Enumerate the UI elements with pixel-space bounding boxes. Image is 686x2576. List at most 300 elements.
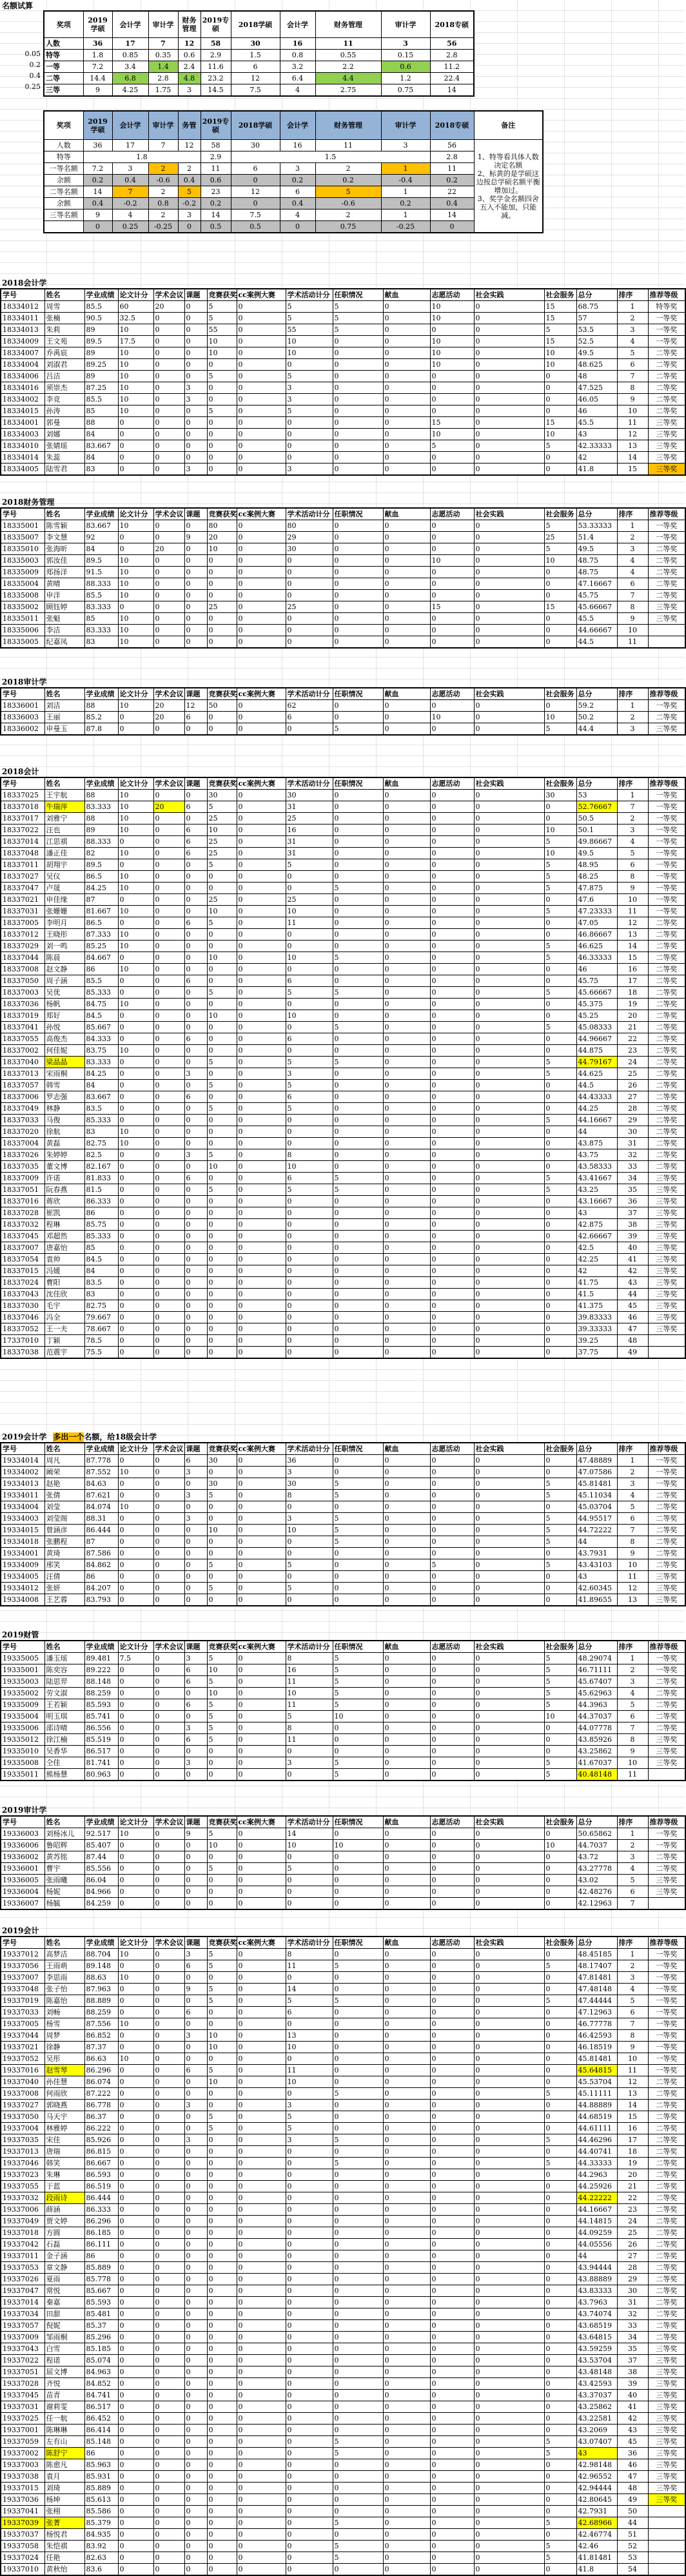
score-cell[interactable]: 5 <box>286 313 333 324</box>
student-id-cell[interactable]: 18337004 <box>1 1138 44 1149</box>
score-cell[interactable]: 0 <box>474 1972 544 1984</box>
score-cell[interactable]: 86.074 <box>84 2076 118 2088</box>
award-level-cell[interactable]: 一等奖 <box>648 1467 685 1478</box>
score-cell[interactable]: 10 <box>207 543 237 555</box>
score-cell[interactable]: 0 <box>286 2250 333 2262</box>
score-cell[interactable]: 0 <box>184 324 207 336</box>
score-cell[interactable]: 0 <box>333 601 383 613</box>
score-cell[interactable]: 0 <box>333 859 383 871</box>
total-score-cell[interactable]: 43.22581 <box>576 2413 617 2425</box>
student-name-cell[interactable]: 秦嘉 <box>44 2297 84 2308</box>
score-cell[interactable]: 0 <box>237 2390 286 2401</box>
score-cell[interactable]: 15 <box>544 336 576 347</box>
quota-final-cell[interactable]: -0.25 <box>381 221 430 233</box>
award-level-cell[interactable]: 二等奖 <box>648 1548 685 1559</box>
section-title-sj2019[interactable]: 2019审计学 <box>2 1806 47 1815</box>
student-name-cell[interactable]: 杨雪 <box>44 2018 84 2030</box>
score-cell[interactable]: 0 <box>153 1103 184 1115</box>
score-cell[interactable]: 0 <box>237 2343 286 2355</box>
student-name-cell[interactable]: 陈琳琳 <box>44 2425 84 2436</box>
score-cell[interactable]: 5 <box>544 1490 576 1501</box>
score-cell[interactable]: 0 <box>207 2517 237 2529</box>
student-id-cell[interactable]: 19335006 <box>1 1722 44 1734</box>
column-header-cell[interactable]: 推荐等级 <box>648 1937 685 1949</box>
score-cell[interactable]: 0 <box>383 790 430 801</box>
award-level-cell[interactable]: 三等奖 <box>648 2494 685 2506</box>
award-level-cell[interactable]: 一等奖 <box>648 848 685 859</box>
award-level-cell[interactable]: 一等奖 <box>648 1972 685 1984</box>
total-score-cell[interactable]: 48 <box>576 371 617 382</box>
score-cell[interactable]: 0 <box>430 1103 474 1115</box>
student-id-cell[interactable]: 18336003 <box>1 712 44 723</box>
score-cell[interactable]: 86 <box>84 1571 118 1583</box>
column-header-cell[interactable]: 社会实践 <box>474 289 544 301</box>
score-cell[interactable]: 0 <box>153 359 184 371</box>
score-cell[interactable]: 0 <box>184 952 207 964</box>
score-cell[interactable]: 0 <box>118 987 153 999</box>
score-cell[interactable]: 0 <box>207 1091 237 1103</box>
score-cell[interactable]: 0 <box>333 1033 383 1045</box>
score-cell[interactable]: 0 <box>118 2332 153 2343</box>
score-cell[interactable]: 0 <box>118 1960 153 1972</box>
student-name-cell[interactable]: 周梦 <box>44 2030 84 2042</box>
rank-cell[interactable]: 8 <box>617 2030 648 2042</box>
student-name-cell[interactable]: 程诺 <box>44 2355 84 2366</box>
score-cell[interactable]: 10 <box>544 359 576 371</box>
score-cell[interactable]: 0 <box>544 2343 576 2355</box>
score-cell[interactable]: 0 <box>286 941 333 952</box>
score-cell[interactable]: 0 <box>153 2007 184 2018</box>
score-cell[interactable]: 0 <box>544 1312 576 1323</box>
score-cell[interactable]: 0 <box>430 1323 474 1335</box>
student-name-cell[interactable]: 高俊杰 <box>44 1033 84 1045</box>
score-cell[interactable]: 0 <box>430 1995 474 2007</box>
score-cell[interactable]: 0 <box>153 2541 184 2552</box>
score-cell[interactable]: 0 <box>207 1300 237 1312</box>
student-id-cell[interactable]: 19334004 <box>1 1501 44 1513</box>
score-cell[interactable]: 89.222 <box>84 1664 118 1676</box>
score-cell[interactable]: 0 <box>474 2088 544 2100</box>
award-level-cell[interactable]: 三等奖 <box>648 613 685 625</box>
student-name-cell[interactable]: 崔凯 <box>44 1207 84 1219</box>
award-level-cell[interactable]: 一等奖 <box>648 906 685 917</box>
award-level-cell[interactable]: 二等奖 <box>648 347 685 359</box>
score-cell[interactable]: 0 <box>474 313 544 324</box>
score-cell[interactable]: 0 <box>383 1490 430 1501</box>
score-cell[interactable]: 0 <box>333 848 383 859</box>
rank-cell[interactable]: 5 <box>617 1875 648 1886</box>
score-cell[interactable]: 0 <box>383 2111 430 2123</box>
score-cell[interactable]: 0 <box>153 2285 184 2297</box>
score-cell[interactable]: 0 <box>118 2297 153 2308</box>
score-cell[interactable]: 0 <box>333 2320 383 2332</box>
student-id-cell[interactable]: 19336005 <box>1 1875 44 1886</box>
score-cell[interactable]: 0 <box>237 1984 286 1995</box>
score-cell[interactable]: 0 <box>333 2471 383 2483</box>
score-cell[interactable]: 0 <box>383 2262 430 2274</box>
score-cell[interactable]: 0 <box>153 1173 184 1184</box>
total-score-cell[interactable]: 47.525 <box>576 382 617 394</box>
score-cell[interactable]: 25 <box>207 836 237 848</box>
score-cell[interactable]: 0 <box>153 382 184 394</box>
score-cell[interactable]: 0 <box>153 452 184 463</box>
student-id-cell[interactable]: 18337041 <box>1 1022 44 1033</box>
rank-cell[interactable]: 22 <box>617 1033 648 1045</box>
score-cell[interactable]: 5 <box>333 313 383 324</box>
rank-cell[interactable]: 3 <box>617 1676 648 1688</box>
student-id-cell[interactable]: 19337041 <box>1 2506 44 2517</box>
score-cell[interactable]: 0 <box>333 1722 383 1734</box>
score-cell[interactable]: 0 <box>184 1594 207 1606</box>
score-cell[interactable]: 0 <box>153 2088 184 2100</box>
score-cell[interactable]: 0 <box>153 1219 184 1231</box>
rank-cell[interactable]: 4 <box>617 1984 648 1995</box>
score-cell[interactable]: 0 <box>474 1149 544 1161</box>
score-cell[interactable]: 89 <box>84 825 118 836</box>
column-header-cell[interactable]: 课题 <box>184 1816 207 1828</box>
award-level-cell[interactable]: 二等奖 <box>648 929 685 941</box>
score-cell[interactable]: 0 <box>153 2517 184 2529</box>
student-name-cell[interactable]: 刘洁 <box>44 700 84 712</box>
score-cell[interactable]: 0 <box>333 2181 383 2192</box>
score-cell[interactable]: 0 <box>474 1960 544 1972</box>
score-cell[interactable]: 0 <box>237 1548 286 1559</box>
score-cell[interactable]: 89.148 <box>84 1960 118 1972</box>
score-cell[interactable]: 0 <box>237 2053 286 2065</box>
score-cell[interactable]: 0 <box>430 1536 474 1548</box>
award-level-cell[interactable]: 二等奖 <box>648 1851 685 1863</box>
score-cell[interactable]: 0 <box>430 2448 474 2459</box>
score-cell[interactable]: 10 <box>118 359 153 371</box>
score-cell[interactable]: 0 <box>333 440 383 452</box>
score-cell[interactable]: 10 <box>207 2042 237 2053</box>
score-cell[interactable]: 0 <box>286 1265 333 1277</box>
score-cell[interactable]: 0 <box>184 2390 207 2401</box>
score-cell[interactable]: 10 <box>207 952 237 964</box>
award-level-cell[interactable]: 三等奖 <box>648 417 685 429</box>
column-header-cell[interactable]: 任职情况 <box>333 777 383 790</box>
award-level-cell[interactable]: 三等奖 <box>648 2471 685 2483</box>
score-cell[interactable]: 0 <box>474 601 544 613</box>
score-cell[interactable]: 0 <box>383 1828 430 1840</box>
score-cell[interactable]: 0 <box>237 1490 286 1501</box>
score-cell[interactable]: 0 <box>118 2552 153 2564</box>
total-score-cell[interactable]: 57 <box>576 313 617 324</box>
total-score-cell[interactable]: 49.5 <box>576 848 617 859</box>
column-header-cell[interactable]: 学业成绩 <box>84 289 118 301</box>
score-cell[interactable]: 0 <box>544 1149 576 1161</box>
score-cell[interactable]: 3 <box>184 1722 207 1734</box>
award-level-cell[interactable]: 三等奖 <box>648 463 685 476</box>
score-cell[interactable]: 0 <box>430 1289 474 1300</box>
score-cell[interactable]: 0 <box>430 1594 474 1606</box>
score-cell[interactable]: 0 <box>383 2355 430 2366</box>
student-name-cell[interactable]: 赵艳 <box>44 1478 84 1490</box>
award-level-cell[interactable]: 二等奖 <box>648 2076 685 2088</box>
score-cell[interactable]: 0 <box>153 1699 184 1711</box>
total-score-cell[interactable]: 48.29074 <box>576 1653 617 1664</box>
score-cell[interactable]: 0 <box>118 2425 153 2436</box>
score-cell[interactable]: 0 <box>430 463 474 476</box>
quota-calc-header-cell[interactable]: 审计学 <box>148 11 178 38</box>
score-cell[interactable]: 30 <box>207 1455 237 1467</box>
score-cell[interactable]: 0 <box>286 2517 333 2529</box>
score-cell[interactable]: 0 <box>474 1995 544 2007</box>
score-cell[interactable]: 0 <box>286 2320 333 2332</box>
score-cell[interactable]: 0 <box>237 1161 286 1173</box>
score-cell[interactable]: 0 <box>153 941 184 952</box>
quota-final-cell[interactable]: 5 <box>178 186 201 198</box>
student-name-cell[interactable]: 曾涵彦 <box>44 1525 84 1536</box>
student-id-cell[interactable]: 19337057 <box>1 2320 44 2332</box>
rank-cell[interactable]: 2 <box>617 532 648 543</box>
student-name-cell[interactable]: 邓超然 <box>44 1231 84 1242</box>
score-cell[interactable]: 3 <box>184 463 207 476</box>
column-header-cell[interactable]: 献血 <box>383 508 430 520</box>
score-cell[interactable]: 0 <box>207 2250 237 2262</box>
score-cell[interactable]: 0 <box>430 1972 474 1984</box>
score-cell[interactable]: 0 <box>383 1995 430 2007</box>
score-cell[interactable]: 86 <box>84 1207 118 1219</box>
quota-calc-cell[interactable]: 1.4 <box>148 61 178 73</box>
score-cell[interactable]: 89.5 <box>84 555 118 567</box>
student-id-cell[interactable]: 19337031 <box>1 2401 44 2413</box>
total-score-cell[interactable]: 44.25 <box>576 1103 617 1115</box>
total-score-cell[interactable]: 44.7037 <box>576 1840 617 1851</box>
rank-cell[interactable]: 2 <box>617 712 648 723</box>
score-cell[interactable]: 0 <box>184 1010 207 1022</box>
student-id-cell[interactable]: 18337044 <box>1 952 44 964</box>
score-cell[interactable]: 0 <box>430 790 474 801</box>
score-cell[interactable]: 0 <box>333 1265 383 1277</box>
student-id-cell[interactable]: 18337012 <box>1 929 44 941</box>
student-name-cell[interactable]: 赵雪琴 <box>44 2065 84 2076</box>
column-header-cell[interactable]: 总分 <box>576 1443 617 1455</box>
score-cell[interactable]: 0 <box>474 429 544 440</box>
student-name-cell[interactable]: 刘雅宁 <box>44 813 84 825</box>
score-cell[interactable]: 0 <box>184 1080 207 1091</box>
quota-calc-cell[interactable]: 2.8 <box>148 73 178 84</box>
score-cell[interactable]: 0 <box>153 1995 184 2007</box>
score-cell[interactable]: 0 <box>430 2390 474 2401</box>
score-cell[interactable]: 86 <box>84 964 118 975</box>
score-cell[interactable]: 5 <box>333 1688 383 1699</box>
score-cell[interactable]: 6 <box>286 1033 333 1045</box>
student-name-cell[interactable]: 李文慧 <box>44 532 84 543</box>
student-name-cell[interactable]: 卢晟 <box>44 883 84 894</box>
score-cell[interactable]: 0 <box>153 2401 184 2413</box>
award-level-cell[interactable]: 一等奖 <box>648 2030 685 2042</box>
score-cell[interactable]: 0 <box>474 2541 544 2552</box>
score-cell[interactable]: 0 <box>333 1559 383 1571</box>
score-cell[interactable]: 83.333 <box>84 625 118 636</box>
award-level-cell[interactable]: 二等奖 <box>648 2250 685 2262</box>
score-cell[interactable]: 0 <box>333 2227 383 2239</box>
score-cell[interactable]: 0 <box>207 1875 237 1886</box>
score-cell[interactable]: 0 <box>544 1949 576 1960</box>
award-level-cell[interactable] <box>648 1898 685 1910</box>
column-header-cell[interactable]: 社会服务 <box>544 289 576 301</box>
total-score-cell[interactable]: 44.625 <box>576 1068 617 1080</box>
quota-final-cell[interactable]: 0.4 <box>83 198 112 210</box>
award-level-cell[interactable]: 三等奖 <box>648 1207 685 1219</box>
score-cell[interactable]: 0 <box>383 2065 430 2076</box>
score-cell[interactable]: 0 <box>430 2506 474 2517</box>
score-cell[interactable]: 0 <box>237 532 286 543</box>
score-cell[interactable]: 0 <box>333 2204 383 2216</box>
score-cell[interactable]: 0 <box>430 1699 474 1711</box>
score-cell[interactable]: 0 <box>383 313 430 324</box>
student-id-cell[interactable]: 18334002 <box>1 394 44 405</box>
total-score-cell[interactable]: 43.7931 <box>576 1548 617 1559</box>
student-id-cell[interactable]: 18337046 <box>1 1312 44 1323</box>
award-level-cell[interactable]: 一等奖 <box>648 2053 685 2065</box>
score-cell[interactable]: 0 <box>430 1184 474 1196</box>
score-cell[interactable]: 0 <box>184 429 207 440</box>
total-score-cell[interactable]: 46.86667 <box>576 929 617 941</box>
score-cell[interactable]: 0 <box>544 1254 576 1265</box>
score-cell[interactable]: 0 <box>153 1138 184 1149</box>
score-cell[interactable]: 85.333 <box>84 1231 118 1242</box>
score-cell[interactable]: 0 <box>430 2076 474 2088</box>
score-cell[interactable]: 5 <box>207 1960 237 1972</box>
score-cell[interactable]: 0 <box>237 1115 286 1126</box>
score-cell[interactable]: 0 <box>184 1289 207 1300</box>
score-cell[interactable]: 0 <box>383 1840 430 1851</box>
total-score-cell[interactable]: 39.83333 <box>576 1312 617 1323</box>
student-name-cell[interactable]: 孙涛 <box>44 405 84 417</box>
score-cell[interactable]: 0 <box>237 347 286 359</box>
score-cell[interactable]: 0 <box>333 2343 383 2355</box>
rank-cell[interactable]: 31 <box>617 2297 648 2308</box>
score-cell[interactable]: 0 <box>237 1995 286 2007</box>
score-cell[interactable]: 0 <box>333 1254 383 1265</box>
award-level-cell[interactable]: 三等奖 <box>648 723 685 736</box>
score-cell[interactable]: 5 <box>544 1115 576 1126</box>
rank-cell[interactable]: 49 <box>617 2494 648 2506</box>
rank-cell[interactable]: 40 <box>617 2390 648 2401</box>
score-cell[interactable]: 0 <box>430 2111 474 2123</box>
score-cell[interactable]: 0 <box>544 2471 576 2483</box>
score-cell[interactable]: 86.5 <box>84 917 118 929</box>
student-name-cell[interactable]: 何佳妮 <box>44 1045 84 1057</box>
score-cell[interactable]: 10 <box>207 2076 237 2088</box>
score-cell[interactable]: 0 <box>333 2100 383 2111</box>
column-header-cell[interactable]: 总分 <box>576 1641 617 1653</box>
score-cell[interactable]: 0 <box>153 1769 184 1781</box>
student-name-cell[interactable]: 朱莉 <box>44 324 84 336</box>
score-cell[interactable]: 0 <box>184 359 207 371</box>
rank-cell[interactable]: 54 <box>617 2564 648 2576</box>
score-cell[interactable]: 0 <box>153 2216 184 2227</box>
award-level-cell[interactable]: 一等奖 <box>648 1478 685 1490</box>
score-cell[interactable]: 0 <box>383 636 430 649</box>
score-cell[interactable]: 87.778 <box>84 1455 118 1467</box>
total-score-cell[interactable]: 48.75 <box>576 567 617 578</box>
score-cell[interactable]: 0 <box>184 1207 207 1219</box>
quota-final-cell[interactable]: -0.4 <box>381 175 430 186</box>
score-cell[interactable]: 10 <box>286 952 333 964</box>
score-cell[interactable]: 0 <box>237 801 286 813</box>
score-cell[interactable]: 0 <box>237 2134 286 2146</box>
score-cell[interactable]: 10 <box>118 1138 153 1149</box>
score-cell[interactable]: 9 <box>184 532 207 543</box>
score-cell[interactable]: 0 <box>383 590 430 601</box>
score-cell[interactable]: 5 <box>544 440 576 452</box>
quota-final-cell[interactable]: 1 <box>381 163 430 175</box>
rank-cell[interactable]: 16 <box>617 964 648 975</box>
score-cell[interactable]: 86.852 <box>84 2030 118 2042</box>
column-header-cell[interactable]: 论文计分 <box>118 1641 153 1653</box>
score-cell[interactable]: 0 <box>430 1455 474 1467</box>
score-cell[interactable]: 0 <box>430 1746 474 1757</box>
score-cell[interactable]: 0 <box>184 1045 207 1057</box>
award-level-cell[interactable] <box>648 2506 685 2517</box>
score-cell[interactable]: 0 <box>474 2425 544 2436</box>
score-cell[interactable]: 32.5 <box>118 313 153 324</box>
score-cell[interactable]: 0 <box>430 2100 474 2111</box>
score-cell[interactable]: 0 <box>474 2529 544 2541</box>
score-cell[interactable]: 85.5 <box>84 394 118 405</box>
student-name-cell[interactable]: 郭曼 <box>44 417 84 429</box>
score-cell[interactable]: 0 <box>333 1851 383 1863</box>
score-cell[interactable]: 85.556 <box>84 1863 118 1875</box>
quota-final-cell[interactable]: 7 <box>112 186 148 198</box>
score-cell[interactable]: 0 <box>333 1300 383 1312</box>
score-cell[interactable]: 0 <box>430 2483 474 2494</box>
column-header-cell[interactable]: cc案例大赛 <box>237 1816 286 1828</box>
student-id-cell[interactable]: 18337033 <box>1 1115 44 1126</box>
score-cell[interactable]: 0 <box>118 1688 153 1699</box>
rank-cell[interactable]: 7 <box>617 371 648 382</box>
score-cell[interactable]: 85.185 <box>84 2343 118 2355</box>
score-cell[interactable]: 0 <box>430 1722 474 1734</box>
score-cell[interactable]: 0 <box>474 1536 544 1548</box>
rank-cell[interactable]: 3 <box>617 1851 648 1863</box>
student-name-cell[interactable]: 屈文博 <box>44 2366 84 2378</box>
column-header-cell[interactable]: 任职情况 <box>333 1816 383 1828</box>
score-cell[interactable]: 5 <box>207 1080 237 1091</box>
score-cell[interactable]: 0 <box>430 2297 474 2308</box>
score-cell[interactable]: 0 <box>383 999 430 1010</box>
score-cell[interactable]: 0 <box>237 2564 286 2576</box>
student-id-cell[interactable]: 19337055 <box>1 2181 44 2192</box>
score-cell[interactable]: 6 <box>286 2007 333 2018</box>
award-level-cell[interactable]: 二等奖 <box>648 555 685 567</box>
score-cell[interactable]: 0 <box>237 1898 286 1910</box>
total-score-cell[interactable]: 39.33333 <box>576 1323 617 1335</box>
score-cell[interactable]: 0 <box>207 999 237 1010</box>
column-header-cell[interactable]: cc案例大赛 <box>237 1937 286 1949</box>
score-cell[interactable]: 0 <box>184 2355 207 2366</box>
award-level-cell[interactable]: 三等奖 <box>648 2425 685 2436</box>
score-cell[interactable]: 5 <box>286 1103 333 1115</box>
rank-cell[interactable]: 26 <box>617 2239 648 2250</box>
score-cell[interactable]: 0 <box>237 906 286 917</box>
score-cell[interactable]: 10 <box>118 555 153 567</box>
quota-final-cell[interactable]: 14 <box>201 210 231 221</box>
score-cell[interactable]: 0 <box>153 1664 184 1676</box>
score-cell[interactable]: 0 <box>383 2459 430 2471</box>
score-cell[interactable]: 0 <box>430 801 474 813</box>
score-cell[interactable]: 0 <box>383 2378 430 2390</box>
score-cell[interactable]: 0 <box>474 1300 544 1312</box>
score-cell[interactable]: 0 <box>184 2506 207 2517</box>
quota-final-row-label[interactable]: 一等名额 <box>44 163 83 175</box>
student-name-cell[interactable]: 张鹏程 <box>44 1536 84 1548</box>
quota-calc-header-cell[interactable]: 财务管理 <box>178 11 201 38</box>
student-id-cell[interactable]: 19336003 <box>1 1828 44 1840</box>
